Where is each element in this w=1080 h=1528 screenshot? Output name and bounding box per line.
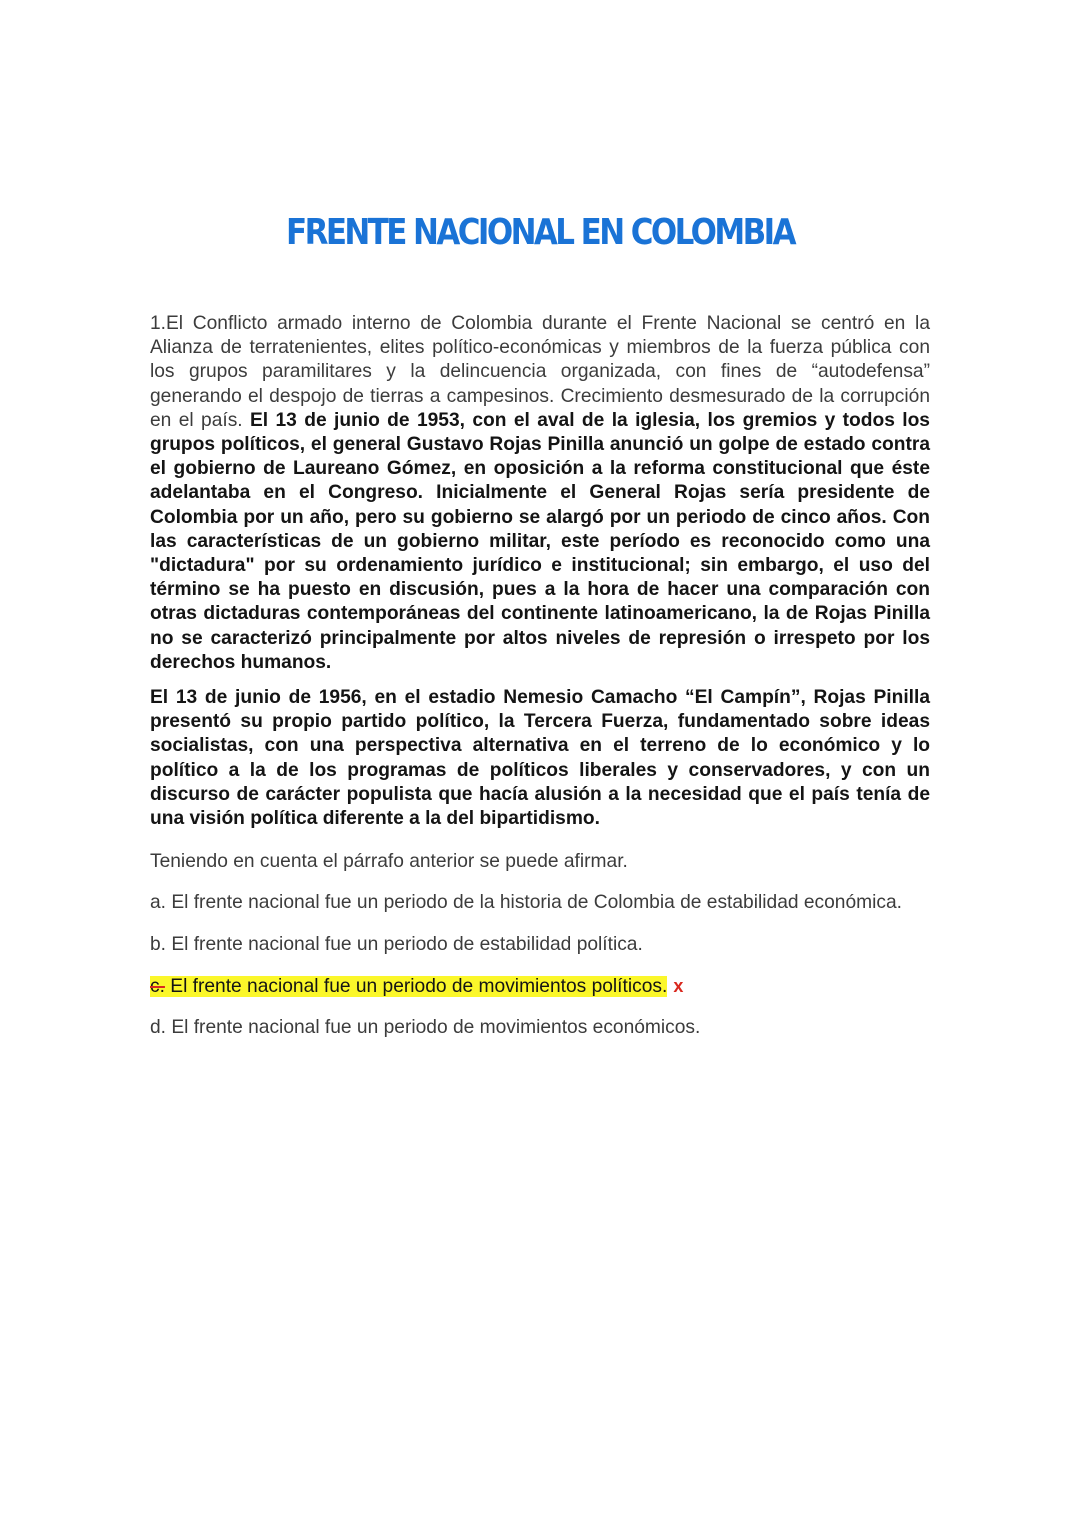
option-c [150,974,930,999]
option-c-highlight [150,976,667,997]
question-text: Teniendo en cuenta el párrafo anterior se puede afirmar. [150,851,628,873]
option-c-letter: c. [150,975,165,997]
option-c-text: El frente nacional fue un periodo de movimientos políticos. [164,975,668,997]
wrong-answer-mark-icon: x [673,975,684,996]
page-title: FRENTE NACIONAL EN COLOMBIA [286,212,794,253]
paragraph-1 [150,312,930,675]
paragraph-1-body: El 13 de junio de 1953, con el aval de la iglesia, los gremios y todos los grupos políticos, el general Gustavo Rojas Pinilla anunció un golpe de estado contra el gobierno de Laureano Gómez, en oposición a la reforma constitucional que éste adelantaba en el Congreso. Inicialmente el General Rojas sería presidente de Colombia por un año, pero su gobierno se alargó por un periodo de cinco años. Con las características de un gobierno militar, este período es reconocido como una "dictadura" por su ordenamiento jurídico e institucional; sin embargo, el uso del término se ha puesto en discusión, pues a la hora de hacer una comparación con otras dictaduras contemporáneas del continente latinoamericano, la de Rojas Pinilla no se caracterizó principalmente por altos niveles de represión o irrespeto por los derechos humanos. [150,409,930,673]
option-d: d. El frente nacional fue un periodo de movimientos económicos. [150,1017,701,1039]
option-a: a. El frente nacional fue un periodo de la historia de Colombia de estabilidad económica. [150,892,902,914]
paragraph-1-intro: 1.El Conflicto armado interno de Colombia durante el Frente Nacional se centró en la Alianza de terratenientes, elites político-económicas y miembros de la fuerza pública con los grupos paramilitares y la delincuencia organizada, con fines de “autodefensa” generando el despojo de tierras a campesinos. Crecimiento desmesurado de la corrupción en el país. [150,313,930,431]
document-body [150,312,930,1057]
paragraph-2: El 13 de junio de 1956, en el estadio Nemesio Camacho “El Campín”, Rojas Pinilla presentó su propio partido político, la Tercera Fuerza, fundamentado sobre ideas socialistas, con una perspectiva alternativa en el terreno de lo económico y lo político a la de los programas de políticos liberales y conservadores, y con un discurso de carácter populista que hacía alusión a la necesidad que el país tenía de una visión política diferente a la del bipartidismo. [150,687,930,830]
option-b: b. El frente nacional fue un periodo de estabilidad política. [150,933,643,955]
